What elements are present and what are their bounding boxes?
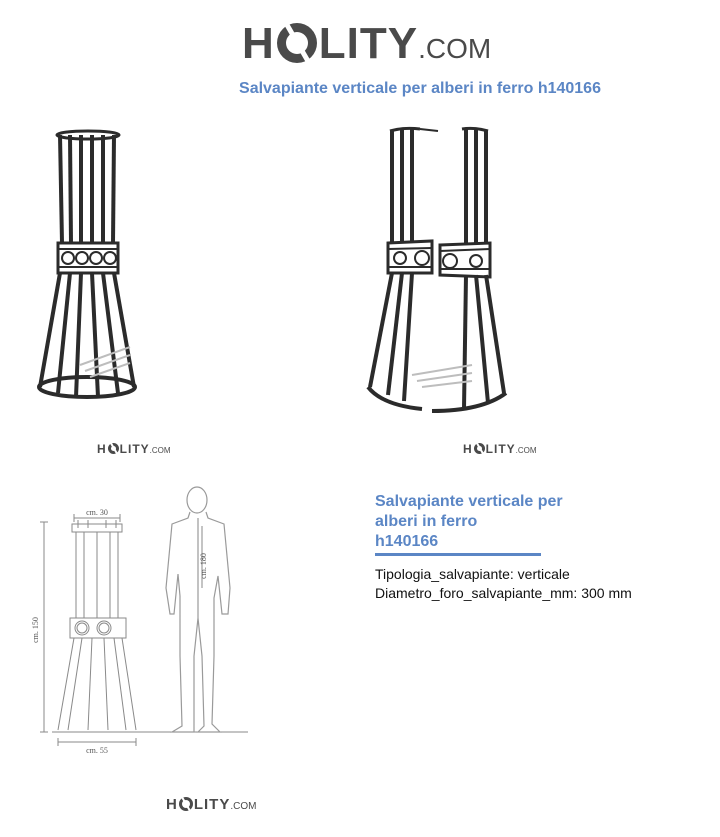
product-image-open xyxy=(362,125,522,415)
top-width-label: cm. 30 xyxy=(86,508,108,517)
product-title xyxy=(375,492,615,552)
spec-tipologia: Tipologia_salvapiante: verticale xyxy=(375,566,570,582)
logo-o-icon xyxy=(277,23,317,63)
logo-letters: LITY xyxy=(485,442,516,456)
logo-o-icon xyxy=(108,443,119,454)
logo-suffix: .COM xyxy=(515,446,537,455)
logo-letter-h: H xyxy=(166,796,178,813)
image-logo-1 xyxy=(97,442,171,456)
title-divider xyxy=(375,553,541,556)
holity-logo[interactable] xyxy=(242,18,491,69)
product-image-closed xyxy=(30,125,150,405)
technical-drawing xyxy=(22,478,254,756)
page-subtitle: Salvapiante verticale per alberi in ferro h140166 xyxy=(239,80,601,97)
logo-letters: LITY xyxy=(119,442,150,456)
logo-suffix: .COM xyxy=(418,33,492,64)
logo-letters: LITY xyxy=(318,19,419,68)
logo-letters: LITY xyxy=(193,796,231,813)
logo-o-icon xyxy=(179,797,193,811)
logo-letter-h: H xyxy=(242,19,275,68)
product-title-line-2: alberi in ferro xyxy=(375,513,478,530)
product-title-line-3: h140166 xyxy=(375,533,439,550)
logo-suffix: .COM xyxy=(230,801,257,812)
product-title-line-1: Salvapiante verticale per xyxy=(375,493,563,510)
logo-suffix: .COM xyxy=(149,446,171,455)
height-label: cm. 150 xyxy=(31,617,40,643)
logo-letter-h: H xyxy=(97,442,107,456)
spec-diametro: Diametro_foro_salvapiante_mm: 300 mm xyxy=(375,585,632,601)
logo-letter-h: H xyxy=(463,442,473,456)
image-logo-3 xyxy=(166,795,256,813)
person-height-label: cm. 180 xyxy=(199,553,208,579)
base-width-label: cm. 55 xyxy=(86,746,108,755)
image-logo-2 xyxy=(463,442,537,456)
logo-o-icon xyxy=(474,443,485,454)
